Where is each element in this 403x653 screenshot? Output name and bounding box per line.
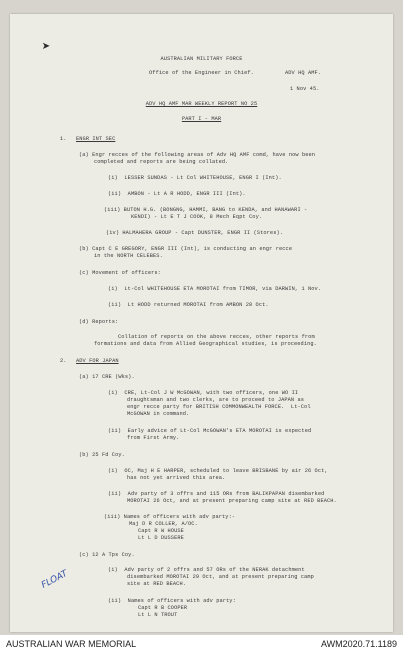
para-1a-ii: (ii) AMBON - Lt A R HODD, ENGR III (Int).: [108, 191, 246, 197]
para-1a-cont: completed and reports are being collated.: [94, 159, 229, 165]
section-1-number: 1.: [60, 136, 67, 142]
para-2c: (c) 12 A Tps Coy.: [79, 552, 135, 558]
para-2b: (b) 25 Fd Coy.: [79, 452, 125, 458]
document-sheet: [10, 14, 393, 632]
para-2b-ii: (ii) Adv party of 3 offrs and 115 ORs from BALIKPAPAN disembarked: [108, 491, 325, 497]
para-2c-i-l2: disembarked MOROTAI 29 Oct, and at present preparing camp: [127, 574, 314, 580]
float-stamp: FLOAT: [40, 568, 70, 591]
para-2b-iii-l2: Maj D R COLLER, A/OC.: [129, 521, 198, 527]
para-2b-i: (i) OC, Maj H E HARPER, scheduled to leave BRISBANE by air 26 Oct,: [108, 468, 328, 474]
para-2c-i: (i) Adv party of 2 offrs and 57 ORs of the NERAK detachment: [108, 567, 305, 573]
hole-punch-mark: ➤: [42, 40, 51, 56]
para-1a-i: (i) LESSER SUNDAS - Lt Col WHITEHOUSE, ENGR I (Int).: [108, 175, 282, 181]
org-heading: AUSTRALIAN MILITARY FORCE: [160, 56, 243, 62]
para-1b-cont: in the NORTH CELEBES.: [94, 253, 163, 259]
para-2a-i: (i) CRE, Lt-Col J W McGOWAN, with two officers, one WO II: [108, 390, 299, 396]
para-2b-iii-l4: Lt L D DUSSERE: [138, 535, 184, 541]
section-1-title: ENGR INT SEC: [76, 136, 116, 142]
para-2a-i-l2: draughtsman and two clerks, are to proceed to JAPAN as: [127, 397, 305, 403]
para-2b-iii-l3: Capt R W HOUSE: [138, 528, 184, 534]
para-1d: (d) Reports:: [79, 319, 119, 325]
para-1d-line1: Collation of reports on the above recces, other reports from: [118, 334, 315, 340]
para-2a: (a) 17 CRE (Wks).: [79, 374, 135, 380]
office-line: Office of the Engineer in Chief.: [149, 70, 254, 76]
footer-accession: AWM2020.71.1189: [320, 639, 397, 649]
archive-footer: [0, 635, 403, 653]
para-1c: (c) Movement of officers:: [79, 270, 161, 276]
para-1c-ii: (ii) Lt HODD returned MOROTAI from AMBON 28 Oct.: [108, 302, 269, 308]
para-2b-i-l2: has not yet arrived this area.: [127, 475, 226, 481]
para-1d-line2: formations and data from Allied Geographical studies, is proceeding.: [94, 341, 317, 347]
part-title: PART I - MAR: [181, 116, 222, 122]
para-2c-ii-l3: Lt L N TROUT: [138, 612, 178, 618]
para-2a-ii: (ii) Early advice of Lt-Col McGOWAN's ETA MOROTAI is expected: [108, 428, 312, 434]
para-1a: (a) Engr recces of the following areas of Adv HQ AMF comd, have now been: [79, 152, 316, 158]
para-1a-iii: (iii) BUTON H.G. (BONGNG, HAMMI, BANG to KENDA, and HANAWARI -: [104, 207, 308, 213]
para-2b-iii: (iii) Names of officers with adv party:-: [104, 514, 236, 520]
para-1a-iii-cont: KENDI) - Lt E T J COOK, 8 Mech Eqpt Coy.: [131, 214, 263, 220]
para-2a-i-l3: engr recce party for BRITISH COMMONWEALTH FORCE. Lt-Col: [127, 404, 311, 410]
para-2b-ii-l2: MOROTAI 26 Oct, and at present preparing camp site at RED BEACH.: [127, 498, 337, 504]
para-1a-iv: (iv) HALMAHERA GROUP - Capt DUNSTER, ENGR II (Stores).: [106, 230, 284, 236]
footer-institution: AUSTRALIAN WAR MEMORIAL: [6, 639, 137, 649]
section-2-number: 2.: [60, 358, 67, 364]
para-2a-i-l4: McGOWAN in command.: [127, 411, 190, 417]
para-2c-ii-l2: Capt R B COOPER: [138, 605, 188, 611]
report-title: ADV HQ AMF MAR WEEKLY REPORT NO 25: [145, 101, 258, 107]
para-2a-ii-l2: from First Army.: [127, 435, 180, 441]
section-2-title: ADV FOR JAPAN: [76, 358, 119, 364]
ref-line: ADV HQ AMF.: [285, 70, 322, 76]
para-1b: (b) Capt C E GREGORY, ENGR III (Int), is conducting an engr recce: [79, 246, 293, 252]
para-2c-ii: (ii) Names of officers with adv party:: [108, 598, 236, 604]
para-1c-i: (i) Lt-Col WHITEHOUSE ETA MOROTAI from TIMOR, via DARWIN, 1 Nov.: [108, 286, 322, 292]
para-2c-i-l3: site at RED BEACH.: [127, 581, 187, 587]
date-line: 1 Nov 45.: [290, 86, 320, 92]
